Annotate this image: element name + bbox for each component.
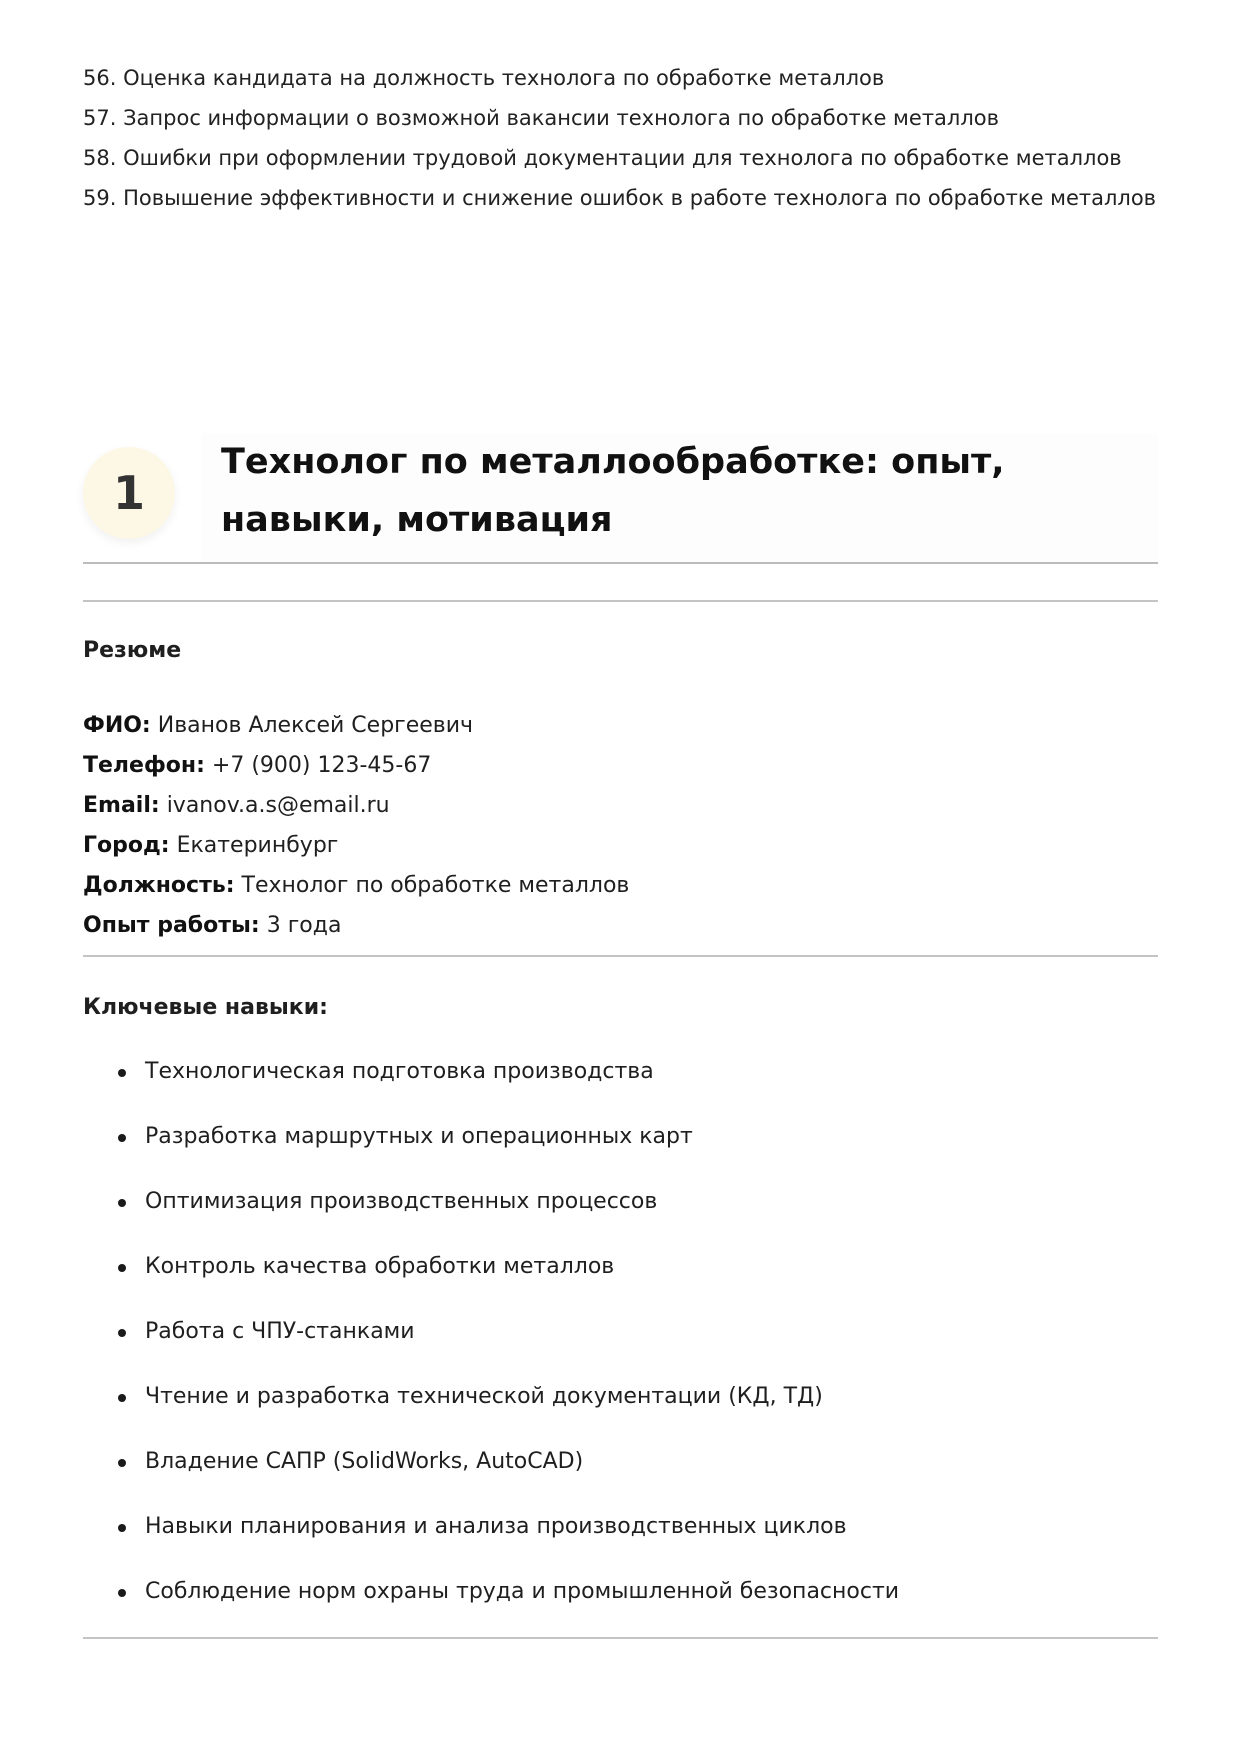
- resume-field-experience: [83, 906, 1158, 946]
- resume-heading: Резюме: [83, 638, 182, 663]
- list-item: [83, 1122, 1158, 1152]
- list-item-text: Навыки планирования и анализа производственных циклов: [145, 1514, 847, 1539]
- field-label: Email:: [83, 793, 160, 818]
- resume-field-city: [83, 826, 1158, 866]
- divider: [83, 955, 1158, 957]
- field-value: 3 года: [266, 913, 342, 938]
- divider: [83, 600, 1158, 602]
- list-item: [83, 1252, 1158, 1282]
- resume-field-email: [83, 786, 1158, 826]
- skills-list: [83, 1057, 1158, 1607]
- bullet-icon: [118, 1589, 126, 1597]
- field-value: ivanov.a.s@email.ru: [166, 793, 390, 818]
- list-item: [83, 1512, 1158, 1542]
- list-item: [83, 1317, 1158, 1347]
- field-label: Телефон:: [83, 753, 205, 778]
- resume-field-position: [83, 866, 1158, 906]
- bullet-icon: [118, 1264, 126, 1272]
- bullet-icon: [118, 1134, 126, 1142]
- section-title: Технолог по металлообработке: опыт, навыки, мотивация: [221, 442, 1005, 540]
- bullet-icon: [118, 1459, 126, 1467]
- field-value: +7 (900) 123-45-67: [211, 753, 432, 778]
- toc-list: [83, 58, 1158, 218]
- skills-heading: Ключевые навыки:: [83, 995, 328, 1020]
- list-item: [83, 1057, 1158, 1087]
- resume-field-phone: [83, 746, 1158, 786]
- divider: [83, 1637, 1158, 1639]
- field-value: Иванов Алексей Сергеевич: [157, 713, 474, 738]
- bullet-icon: [118, 1069, 126, 1077]
- field-value: Технолог по обработке металлов: [241, 873, 630, 898]
- list-item: [83, 1187, 1158, 1217]
- toc-section: [83, 58, 1158, 218]
- bullet-icon: [118, 1394, 126, 1402]
- resume-field-name: [83, 706, 1158, 746]
- bullet-icon: [118, 1329, 126, 1337]
- list-item-text: Соблюдение норм охраны труда и промышленной безопасности: [145, 1579, 900, 1604]
- bullet-icon: [118, 1524, 126, 1532]
- list-item-text: Владение САПР (SolidWorks, AutoCAD): [145, 1449, 584, 1474]
- field-label: Опыт работы:: [83, 913, 260, 938]
- list-item-text: Чтение и разработка технической документации (КД, ТД): [145, 1384, 823, 1409]
- list-item-text: Контроль качества обработки металлов: [145, 1254, 615, 1279]
- field-value: Екатеринбург: [176, 833, 339, 858]
- skills-block: [83, 993, 1158, 1642]
- section-number-badge: 1: [83, 447, 175, 539]
- list-item-text: Работа с ЧПУ-станками: [145, 1319, 415, 1344]
- toc-item: 58. Ошибки при оформлении трудовой документации для технолога по обработке металлов: [83, 146, 1122, 170]
- toc-item: 57. Запрос информации о возможной вакансии технолога по обработке металлов: [83, 106, 999, 130]
- list-item: [83, 1382, 1158, 1412]
- field-label: ФИО:: [83, 713, 151, 738]
- list-item: [83, 1577, 1158, 1607]
- list-item: [83, 1447, 1158, 1477]
- field-label: Должность:: [83, 873, 235, 898]
- list-item-text: Оптимизация производственных процессов: [145, 1189, 658, 1214]
- header-divider: [83, 562, 1158, 564]
- bullet-icon: [118, 1199, 126, 1207]
- section-header: [83, 433, 1158, 563]
- list-item-text: Технологическая подготовка производства: [145, 1059, 654, 1084]
- list-item-text: Разработка маршрутных и операционных карт: [145, 1124, 693, 1149]
- resume-block: [83, 636, 1158, 946]
- toc-item: 59. Повышение эффективности и снижение ошибок в работе технолога по обработке металлов: [83, 186, 1157, 210]
- resume-fields: [83, 706, 1158, 946]
- toc-item: 56. Оценка кандидата на должность технолога по обработке металлов: [83, 66, 885, 90]
- field-label: Город:: [83, 833, 170, 858]
